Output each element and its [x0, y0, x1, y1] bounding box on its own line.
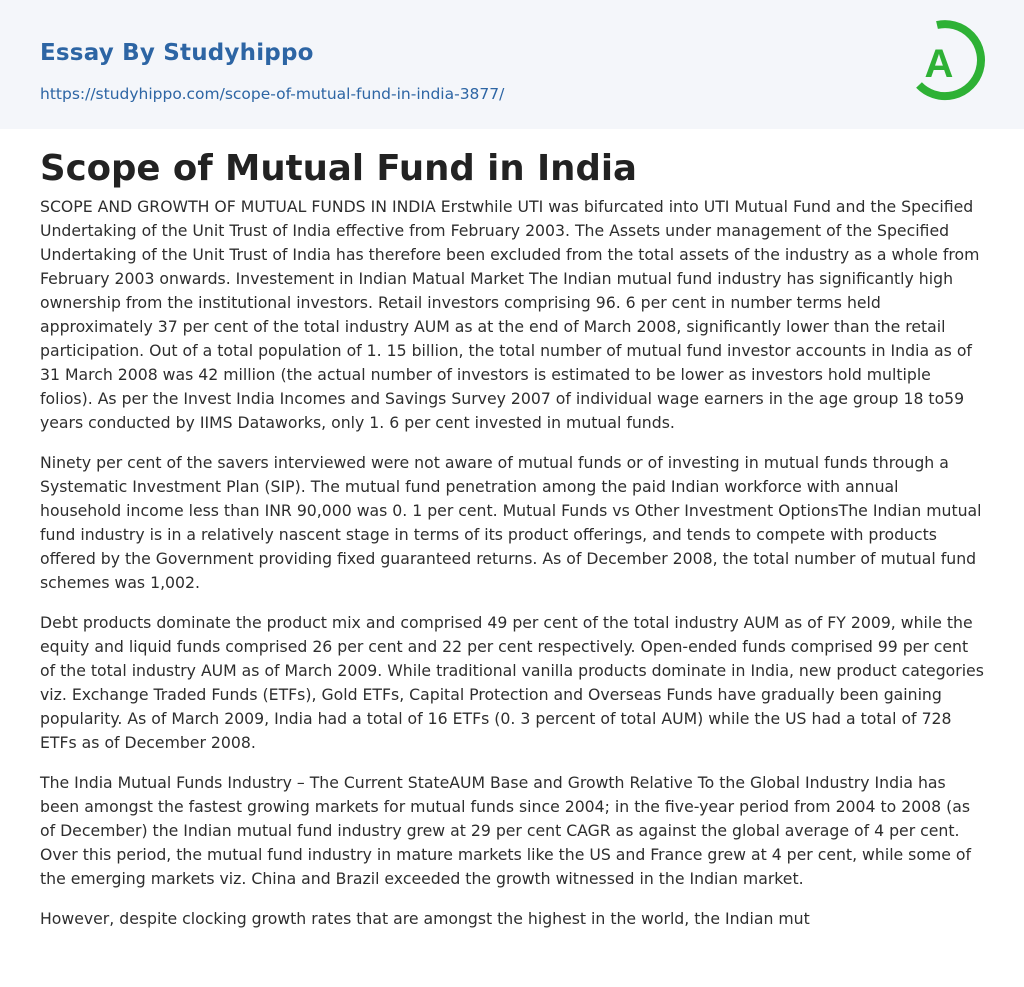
article-title: Scope of Mutual Fund in India — [40, 148, 637, 189]
article-content — [0, 129, 1024, 931]
article-paragraph: The India Mutual Funds Industry – The Current StateAUM Base and Growth Relative To the Global Industry India has been amongst the fastest growing markets for mutual funds since 2004; in the five-year period from 2004 to 2008 (as of December) the Indian mutual fund industry grew at 29 per cent CAGR as against the global average of 4 per cent. Over this period, the mutual fund industry in mature markets like the US and France grew at 4 per cent, while some of the emerging markets viz. China and Brazil exceeded the growth witnessed in the Indian market. — [40, 773, 971, 888]
article-paragraph: Debt products dominate the product mix and comprised 49 per cent of the total industry AUM as of FY 2009, while the equity and liquid funds comprised 26 per cent and 22 per cent respectively. Open-ended funds comprised 99 per cent of the total industry AUM as of March 2009. While traditional vanilla products dominate in India, new product categories viz. Exchange Traded Funds (ETFs), Gold ETFs, Capital Protection and Overseas Funds have gradually been gaining popularity. As of March 2009, India had a total of 16 ETFs (0. 3 percent of total AUM) while the US had a total of 728 ETFs as of December 2008. — [40, 613, 984, 752]
site-header — [0, 0, 1024, 129]
article-paragraph: Ninety per cent of the savers interviewed were not aware of mutual funds or of investing in mutual funds through a Systematic Investment Plan (SIP). The mutual fund penetration among the paid Indian workforce with annual household income less than INR 90,000 was 0. 1 per cent. Mutual Funds vs Other Investment OptionsThe Indian mutual fund industry is in a relatively nascent stage in terms of its product offerings, and tends to compete with products offered by the Government providing fixed guaranteed returns. As of December 2008, the total number of mutual fund schemes was 1,002. — [40, 453, 982, 592]
logo-icon — [912, 19, 986, 105]
logo-letter: A — [924, 42, 954, 86]
article-paragraph: However, despite clocking growth rates that are amongst the highest in the world, the Indian mut — [40, 909, 810, 928]
site-title[interactable]: Essay By Studyhippo — [40, 40, 314, 66]
article-paragraph: SCOPE AND GROWTH OF MUTUAL FUNDS IN INDIA Erstwhile UTI was bifurcated into UTI Mutual Fund and the Specified Undertaking of the Unit Trust of India effective from February 2003. The Assets under management of the Specified Undertaking of the Unit Trust of India has therefore been excluded from the total assets of the industry as a whole from February 2003 onwards. Investement in Indian Matual Market The Indian mutual fund industry has significantly high ownership from the institutional investors. Retail investors comprising 96. 6 per cent in number terms held approximately 37 per cent of the total industry AUM as at the end of March 2008, significantly lower than the retail participation. Out of a total population of 1. 15 billion, the total number of mutual fund investor accounts in India as of 31 March 2008 was 42 million (the actual number of investors is estimated to be lower as investors hold multiple folios). As per the Invest India Incomes and Savings Survey 2007 of individual wage earners in the age group 18 to59 years conducted by IIMS Dataworks, only 1. 6 per cent invested in mutual funds. — [40, 197, 980, 432]
article-url-link[interactable]: https://studyhippo.com/scope-of-mutual-fund-in-india-3877/ — [40, 85, 505, 103]
studyhippo-logo[interactable] — [912, 19, 986, 105]
